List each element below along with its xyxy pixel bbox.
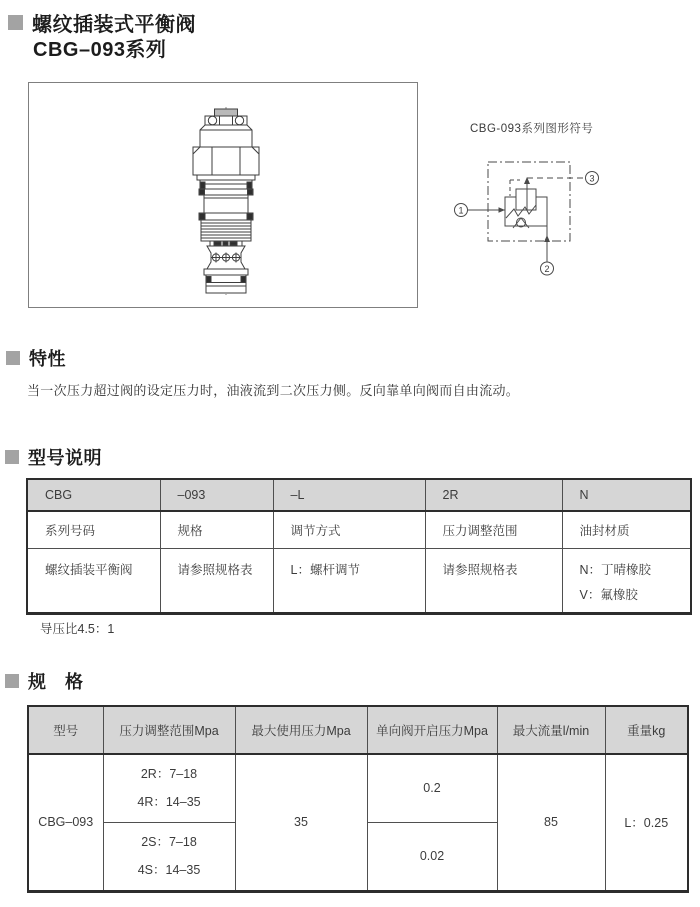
spec-header-cell: 最大使用压力Mpa [235, 706, 367, 754]
port-3-label: 3 [589, 173, 595, 184]
spec-max-pressure-cell: 35 [235, 754, 367, 891]
pressure-range-line: 4S：14–35 [137, 863, 201, 877]
spec-header-cell: 重量kg [605, 706, 688, 754]
model-heading-row [5, 444, 102, 470]
model-code-table [26, 478, 692, 615]
features-heading-row [6, 345, 66, 371]
specs-title: 规 格 [28, 672, 84, 692]
model-label-cell: 压力调整范围 [425, 511, 562, 548]
model-code-cell: –093 [160, 479, 273, 511]
valve-body-seals [197, 175, 255, 220]
valve-thread-section [201, 220, 251, 246]
spec-header-row [28, 706, 688, 754]
spec-table [27, 705, 689, 893]
model-detail-cell: 请参照规格表 [160, 548, 273, 613]
model-label-cell: 油封材质 [562, 511, 691, 548]
seal-option: N：丁晴橡胶 [579, 562, 652, 577]
model-code-cell: N [562, 479, 691, 511]
model-detail-cell: 请参照规格表 [425, 548, 562, 613]
model-detail-cell [562, 548, 691, 613]
model-detail-cell: 螺纹插装平衡阀 [27, 548, 160, 613]
valve-nose [204, 269, 248, 293]
spec-header-cell: 型号 [28, 706, 103, 754]
port-2 [541, 226, 554, 275]
valve-port-neck [207, 246, 245, 269]
port-2-label: 2 [544, 264, 550, 274]
pressure-range-line: 4R：14–35 [137, 795, 201, 810]
pressure-range-line: 2S：7–18 [141, 835, 197, 849]
spec-max-flow-cell: 85 [497, 754, 605, 891]
pilot-ratio-note: 导压比4.5：1 [40, 622, 115, 636]
features-title: 特性 [29, 349, 66, 369]
valve-drawing [29, 83, 417, 307]
model-label-cell: 调节方式 [273, 511, 425, 548]
port-1 [455, 204, 506, 217]
section-bullet-icon [8, 15, 23, 30]
hydraulic-symbol [440, 138, 698, 283]
model-table-label-row [27, 511, 691, 548]
section-bullet-icon [6, 351, 20, 365]
port-1-label: 1 [458, 205, 464, 216]
page-title: 螺纹插装式平衡阀 [32, 14, 196, 36]
model-code-cell: 2R [425, 479, 562, 511]
port-3 [527, 172, 599, 185]
specs-heading-row [5, 668, 84, 694]
spec-header-cell: 压力调整范围Mpa [103, 706, 235, 754]
pressure-range-line: 2R：7–18 [140, 767, 198, 782]
section-bullet-icon [5, 674, 19, 688]
model-label-cell: 系列号码 [27, 511, 160, 548]
features-text: 当一次压力超过阀的设定压力时，油液流到二次压力侧。反向靠单向阀而自由流动。 [27, 383, 520, 398]
model-title: 型号说明 [28, 448, 102, 468]
spec-check-open-cell: 0.02 [367, 822, 497, 891]
section-bullet-icon [5, 450, 19, 464]
model-table-detail-row [27, 548, 691, 613]
page-subtitle: CBG–093系列 [33, 39, 167, 61]
spec-header-cell: 单向阀开启压力Mpa [367, 706, 497, 754]
valve-drawing-box [28, 82, 418, 308]
spec-weight-cell: L：0.25 [605, 754, 688, 891]
symbol-title: CBG-093系列图形符号 [470, 123, 594, 135]
spec-pressure-range-cell [103, 754, 235, 822]
spec-pressure-range-cell [103, 822, 235, 891]
model-label-cell: 规格 [160, 511, 273, 548]
seal-option: V：氟橡胶 [579, 587, 638, 602]
valve-cap-group [200, 109, 252, 147]
spec-row-1 [28, 754, 688, 822]
spec-header-cell: 最大流量l/min [497, 706, 605, 754]
model-table-code-row [27, 479, 691, 511]
model-code-cell: –L [273, 479, 425, 511]
valve-hex-nut [193, 147, 259, 175]
spec-check-open-cell: 0.2 [367, 754, 497, 822]
model-code-cell: CBG [27, 479, 160, 511]
model-detail-cell: L：螺杆调节 [273, 548, 425, 613]
spec-model-cell: CBG–093 [28, 754, 103, 891]
